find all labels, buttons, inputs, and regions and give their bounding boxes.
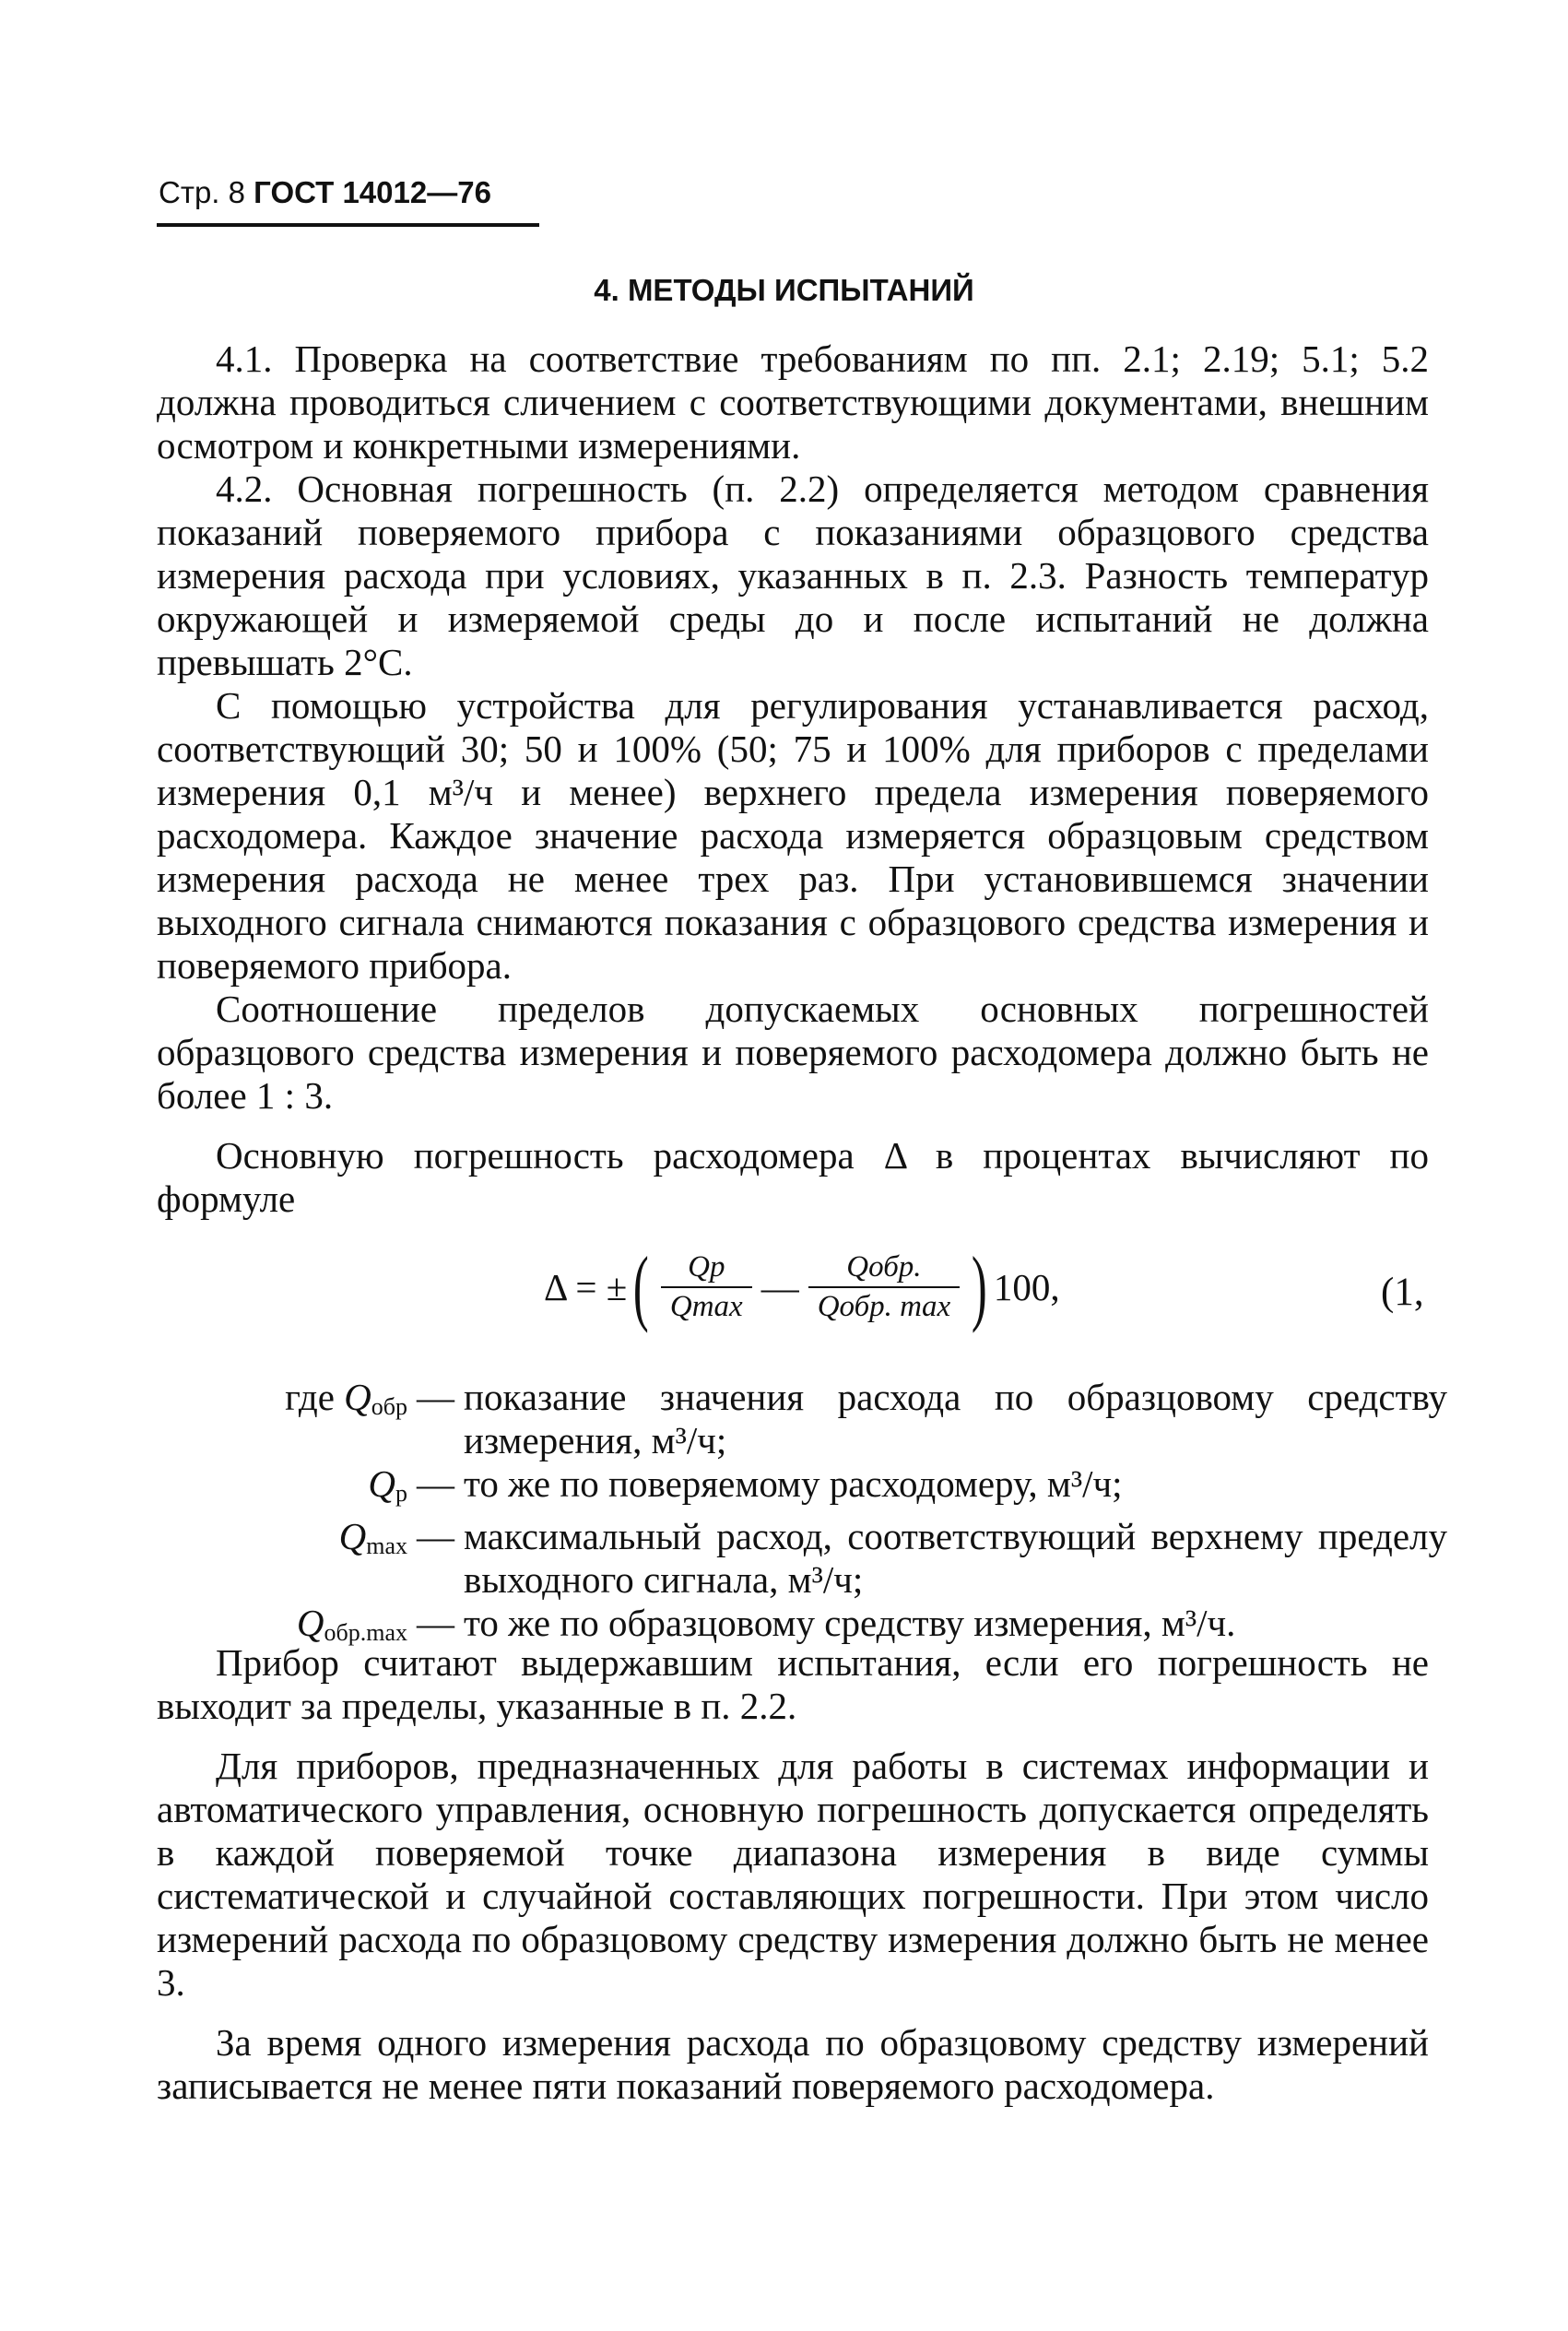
left-paren: (	[633, 1239, 649, 1334]
definition-dash: —	[417, 1462, 454, 1505]
paragraph-4-1: 4.1. Проверка на соответствие требованиям по пп. 2.1; 2.19; 5.1; 5.2 должна проводиться сличением с соответствующими документами, внешним осмотром и конкретными измерениями.	[157, 337, 1429, 467]
page-number: Стр. 8	[159, 175, 245, 209]
paragraph-readings: За время одного измерения расхода по образцовому средству измерений записывается не менее пяти показаний поверяемого расходомера.	[157, 2021, 1429, 2107]
fraction-qp-qmax	[661, 1252, 752, 1322]
header-rule	[157, 223, 539, 227]
page-header	[159, 177, 491, 207]
formula-lhs: Δ = ±	[544, 1265, 628, 1308]
numerator-qp: Qр	[688, 1250, 725, 1284]
paragraph-error-ratio: Соотношение пределов допускаемых основных погрешностей образцового средства измерения и поверяемого расходомера должно быть не более 1 : 3.	[157, 988, 1429, 1117]
symbol-subscript: р	[395, 1480, 407, 1507]
body-text-top	[157, 337, 1429, 1221]
definition-qobr	[175, 1376, 1447, 1462]
paragraph-flow-setting: С помощью устройства для регулирования устанавливается расход, соответствующий 30; 50 и 100% (50; 75 и 100% для приборов с пределами измерения 0,1 м³/ч и менее) верхнего предела измерения поверяемого расходомера. Каждое значение расхода измеряется образцовым средством измерения расхода не менее трех раз. При установившемся значении выходного сигнала снимаются показания с образцового средства измерения и поверяемого прибора.	[157, 684, 1429, 987]
definition-qp	[175, 1462, 1447, 1515]
numerator-qobr: Qобр.	[846, 1250, 922, 1284]
standard-number: ГОСТ 14012—76	[253, 175, 491, 209]
definitions-list	[175, 1376, 1447, 1654]
body-text-bottom	[157, 1641, 1429, 2108]
definition-text: максимальный расход, соответствующий верхнему пределу выходного сигнала, м³/ч;	[464, 1515, 1447, 1601]
paragraph-4-2: 4.2. Основная погрешность (п. 2.2) определяется методом сравнения показаний поверяемого прибора с показаниями образцового средства измерения расхода при условиях, указанных в п. 2.3. Разность температур окружающей и измеряемой среды до и после испытаний не должна превышать 2°С.	[157, 467, 1429, 683]
symbol-subscript: обр.max	[324, 1619, 407, 1646]
definition-text: то же по образцовому средству измерения, м³/ч.	[464, 1602, 1236, 1644]
denominator-qmax: Qmax	[661, 1286, 752, 1322]
definition-dash: —	[417, 1602, 454, 1644]
error-formula	[544, 1239, 1060, 1334]
definition-qmax	[175, 1515, 1447, 1602]
symbol-subscript: max	[366, 1532, 407, 1559]
fraction-qobr-qobrmax	[808, 1252, 960, 1322]
formula-factor: 100,	[993, 1265, 1060, 1308]
minus-sign: —	[760, 1265, 799, 1308]
symbol-subscript: обр	[371, 1393, 407, 1420]
paragraph-pass-criteria: Прибор считают выдержавшим испытания, если его погрешность не выходит за пределы, указанные в п. 2.2.	[157, 1641, 1429, 1727]
definition-dash: —	[417, 1376, 454, 1418]
symbol-q: Q	[338, 1515, 367, 1557]
definition-text: то же по поверяемому расходомеру, м³/ч;	[464, 1462, 1123, 1505]
denominator-qobrmax: Qобр. max	[808, 1286, 960, 1322]
symbol-q: Q	[344, 1376, 371, 1418]
section-title: 4. МЕТОДЫ ИСПЫТАНИЙ	[594, 273, 974, 307]
definition-dash: —	[417, 1515, 454, 1557]
definition-text: показание значения расхода по образцовому средству измерения, м³/ч;	[464, 1376, 1447, 1461]
right-paren: )	[972, 1239, 987, 1334]
equation-number: (1,	[1381, 1271, 1424, 1314]
symbol-q: Q	[296, 1602, 324, 1644]
symbol-q: Q	[368, 1462, 395, 1505]
paragraph-formula-intro: Основную погрешность расходомера Δ в процентах вычисляют по формуле	[157, 1134, 1429, 1220]
paragraph-systems: Для приборов, предназначенных для работы в системах информации и автоматического управления, основную погрешность допускается определять в каждой поверяемой точке диапазона измерения в виде суммы систематической и случайной составляющих погрешности. При этом число измерений расхода по образцовому средству измерения должно быть не менее 3.	[157, 1745, 1429, 2004]
definition-prefix: где	[285, 1376, 335, 1418]
